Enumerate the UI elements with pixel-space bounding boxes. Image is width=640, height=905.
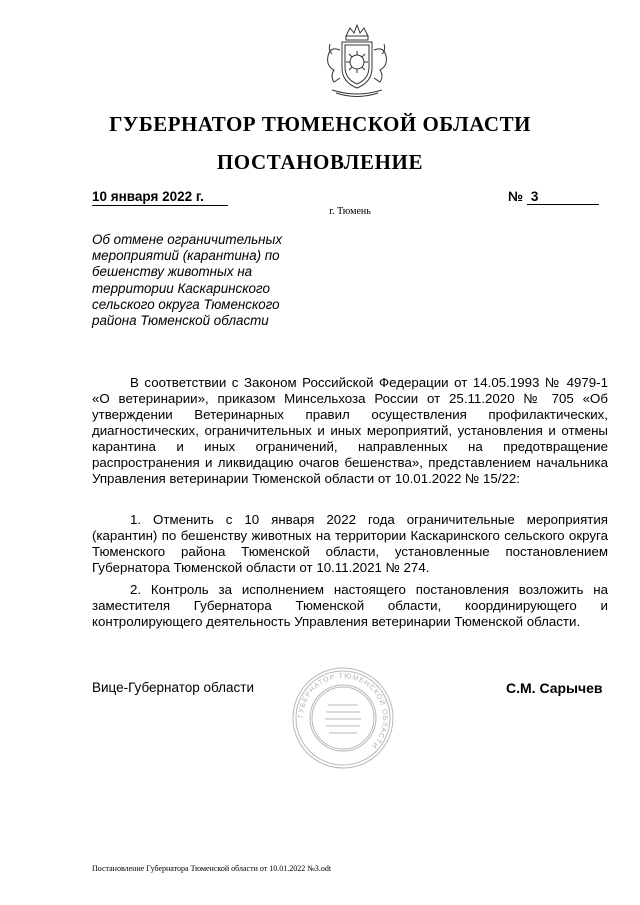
document-subject: Об отмене ограничительных мероприятий (карантина) по бешенству животных на территории Каскаринского сельского округа Тюменского района Тюменской области (92, 232, 283, 329)
clause-2-paragraph: 2. Контроль за исполнением настоящего постановления возложить на заместителя Губернатора Тюменской области, координирующего и контролирующего деятельность Управления ветеринарии Тюменской области. (92, 582, 608, 629)
document-city: г. Тюмень (329, 206, 371, 217)
seal-text: ГУБЕРНАТОР ТЮМЕНСКОЙ ОБЛАСТИ (297, 672, 389, 750)
number-prefix: № (508, 189, 524, 204)
preamble-paragraph: В соответствии с Законом Российской Федерации от 14.05.1993 № 4979-1 «О ветеринарии», приказом Минсельхоза России от 25.11.2020 № 705 «Об утверждении Ветеринарных правил осуществления профилактических, диагностических, ограничительных и иных мероприятий, установления и отмены карантина и иных ограничений, направленных на предотвращение распространения и ликвидацию очагов бешенства», представлением начальника Управления ветеринарии Тюменской области от 10.01.2022 № 15/22: (92, 375, 608, 486)
signatory-title: Вице-Губернатор области (92, 680, 254, 695)
coat-of-arms-icon (316, 20, 398, 102)
authority-title: ГУБЕРНАТОР ТЮМЕНСКОЙ ОБЛАСТИ (109, 112, 531, 136)
document-type-title: ПОСТАНОВЛЕНИЕ (216, 150, 424, 174)
document-number-block (508, 189, 599, 205)
document-date: 10 января 2022 г. (92, 189, 228, 206)
official-seal-icon (290, 665, 396, 771)
document-number: 3 (527, 189, 599, 205)
clause-1-paragraph: 1. Отменить с 10 января 2022 года ограничительные мероприятия (карантин) по бешенству животных на территории Каскаринского сельского округа Тюменского района Тюменской области, установленные постановлением Губернатора Тюменской области от 10.11.2021 № 274. (92, 512, 608, 575)
svg-text:ГУБЕРНАТОР ТЮМЕНСКОЙ ОБЛАСТИ (298, 673, 388, 750)
file-footer: Постановление Губернатора Тюменской области от 10.01.2022 №3.odt (92, 864, 332, 873)
signatory-name: С.М. Сарычев (506, 680, 603, 696)
